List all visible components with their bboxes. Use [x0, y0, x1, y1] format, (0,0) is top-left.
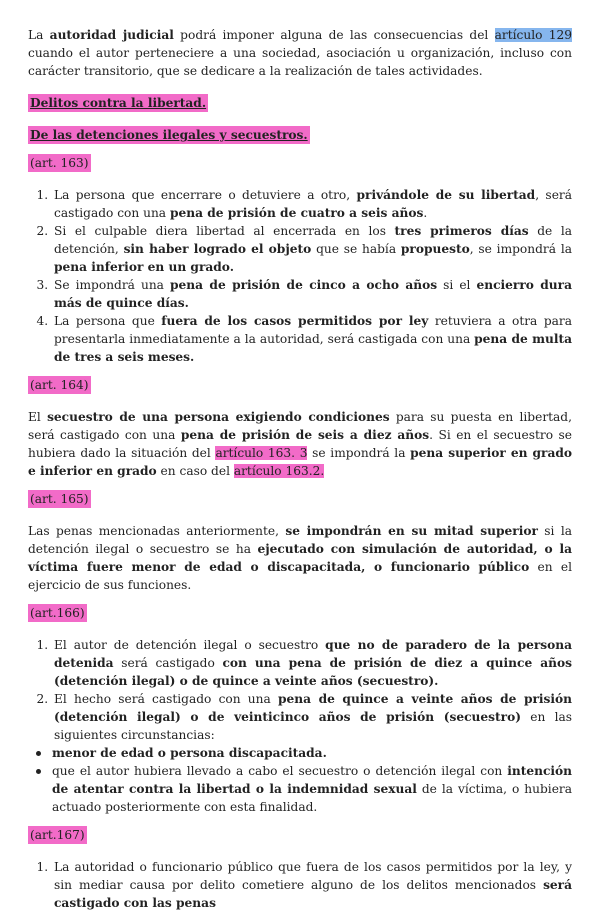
list-item: 1. La autoridad o funcionario público que fuera de los casos permitidos por la ley, y sin mediar causa por delito cometiere alguno de los delitos mencionados será castigado con las penas [52, 858, 572, 912]
article-tag-163: (art. 163) [30, 156, 89, 170]
intro-paragraph: La autoridad judicial podrá imponer alguna de las consecuencias del artículo 129 cuando el autor perteneciere a una sociedad, asociación u organización, incluso con carácter transitorio, que se dedicare a la realización de tales actividades. [28, 28, 572, 78]
article-tag-164: (art. 164) [30, 378, 89, 392]
list-item: 1. El autor de detención ilegal o secuestro que no de paradero de la persona detenida será castigado con una pena de prisión de diez a quince años (detención ilegal) o de quince a veinte años (secuestro). [52, 636, 572, 690]
article-166-bullets [28, 744, 572, 816]
article-tag-167: (art.167) [30, 828, 85, 842]
article-165-paragraph: Las penas mencionadas anteriormente, se impondrán en su mitad superior si la detención ilegal o secuestro se ha ejecutado con simulación de autoridad, o la víctima fuere menor de edad o discapacitada, o funcionario público en el ejercicio de sus funciones. [28, 524, 573, 592]
article-129-highlight: artículo 129 [494, 28, 572, 42]
list-item: menor de edad o persona discapacitada. [52, 744, 572, 762]
article-163-2-highlight: artículo 163.2. [233, 464, 325, 478]
list-item: 2. El hecho será castigado con una pena de quince a veinte años de prisión (detención ilegal) o de veinticinco años de prisión (secuestro) en las siguientes circunstancias: [52, 690, 572, 744]
article-163-3-highlight: artículo 163. 3 [215, 446, 308, 460]
list-item: 1. La persona que encerrare o detuviere a otro, privándole de su libertad, será castigado con una pena de prisión de cuatro a seis años. [52, 186, 572, 222]
heading-delitos-libertad: Delitos contra la libertad. [30, 96, 207, 110]
list-item: 3. Se impondrá una pena de prisión de cinco a ocho años si el encierro dura más de quince días. [52, 276, 572, 312]
article-167-list [28, 858, 572, 912]
article-163-list [28, 186, 572, 366]
list-item: 4. La persona que fuera de los casos permitidos por ley retuviera a otra para presentarla inmediatamente a la autoridad, será castigada con una pena de multa de tres a seis meses. [52, 312, 572, 366]
heading-detenciones-ilegales: De las detenciones ilegales y secuestros. [30, 128, 308, 142]
article-166-list [28, 636, 572, 744]
list-item: 2. Si el culpable diera libertad al encerrada en los tres primeros días de la detención, sin haber logrado el objeto que se había propuesto, se impondrá la pena inferior en un grado. [52, 222, 572, 276]
list-item: que el autor hubiera llevado a cabo el secuestro o detención ilegal con intención de atentar contra la libertad o la indemnidad sexual de la víctima, o hubiera actuado posteriormente con esta finalidad. [52, 764, 572, 814]
article-tag-165: (art. 165) [30, 492, 89, 506]
article-164-paragraph: El secuestro de una persona exigiendo condiciones para su puesta en libertad, será castigado con una pena de prisión de seis a diez años. Si en el secuestro se hubiera dado la situación del artículo 163. 3 se impondrá la pena superior en grado e inferior en grado en caso del artículo 163.2. [28, 410, 573, 478]
article-tag-166: (art.166) [30, 606, 85, 620]
